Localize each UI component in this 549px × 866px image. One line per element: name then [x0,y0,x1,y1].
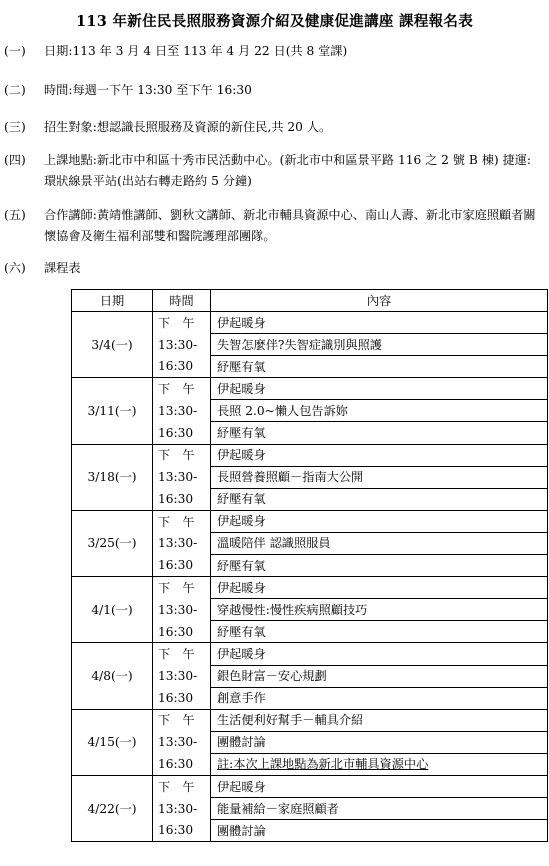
table-row [72,577,548,599]
session-time: 下 午 [153,643,211,665]
table-row [72,378,548,400]
table-row [72,444,548,466]
session-time: 下 午 [153,709,211,731]
session-time: 16:30 [153,687,211,709]
session-content: 能量補給－家庭照顧者 [211,798,548,820]
session-time: 13:30- [153,400,211,422]
session-content: 紓壓有氧 [211,422,548,444]
page-title: 113 年新住民長照服務資源介紹及健康促進講座 課程報名表 [75,13,474,30]
session-content: 溫暖陪伴 認識照服員 [211,532,548,554]
header-time: 時間 [153,290,211,312]
session-time: 16:30 [153,555,211,577]
session-content: 紓壓有氧 [211,356,548,378]
session-time: 下 午 [153,510,211,532]
session-content: 伊起暖身 [211,577,548,599]
table-header-row [72,290,548,312]
table-row [72,775,548,797]
item-number: (二) [4,83,26,97]
session-time: 16:30 [153,621,211,643]
session-content: 伊起暖身 [211,643,548,665]
session-time: 13:30- [153,665,211,687]
session-time: 13:30- [153,599,211,621]
item-number: (五) [4,208,26,222]
session-content: 伊起暖身 [211,312,548,334]
session-time: 16:30 [153,820,211,842]
item-number: (四) [4,153,26,167]
item-number: (六) [4,261,26,275]
session-content: 團體討論 [211,820,548,842]
session-time: 16:30 [153,753,211,775]
header-date: 日期 [72,290,153,312]
session-content: 伊起暖身 [211,510,548,532]
session-date: 3/4(一) [72,312,153,378]
table-row [72,709,548,731]
session-content: 生活便利好幫手－輔具介紹 [211,709,548,731]
session-content: 伊起暖身 [211,378,548,400]
item-text: 合作講師:黃靖惟講師、劉秋文講師、新北市輔具資源中心、南山人壽、新北市家庭照顧者關懷協會及衛生福利部雙和醫院護理部團隊。 [44,208,536,243]
session-content: 銀色財富－安心規劃 [211,665,548,687]
session-date: 4/15(一) [72,709,153,775]
session-content: 紓壓有氧 [211,488,548,510]
session-date: 4/1(一) [72,577,153,643]
session-content: 穿越慢性:慢性疾病照顧技巧 [211,599,548,621]
session-date: 4/8(一) [72,643,153,709]
session-time: 13:30- [153,798,211,820]
table-row [72,510,548,532]
item-number: (一) [4,44,26,58]
session-content: 團體討論 [211,731,548,753]
session-content: 長照 2.0~懶人包告訴妳 [211,400,548,422]
item-text: 招生對象:想認識長照服務及資源的新住民,共 20 人。 [44,120,332,134]
session-content: 註:本次上課地點為新北市輔具資源中心 [211,753,548,775]
session-time: 16:30 [153,356,211,378]
session-content: 創意手作 [211,687,548,709]
item-text: 日期:113 年 3 月 4 日至 113 年 4 月 22 日(共 8 堂課) [44,44,348,58]
item-text: 上課地點:新北市中和區十秀市民活動中心。(新北市中和區景平路 116 之 2 號 B 棟) 捷運:環狀線景平站(出站右轉走路約 5 分鐘) [44,153,531,188]
table-row [72,312,548,334]
table-row [72,643,548,665]
session-content: 紓壓有氧 [211,621,548,643]
session-time: 16:30 [153,422,211,444]
session-date: 3/25(一) [72,510,153,576]
schedule-body [72,312,548,842]
session-date: 3/11(一) [72,378,153,444]
session-content: 伊起暖身 [211,444,548,466]
schedule-table [71,289,548,842]
session-time: 下 午 [153,577,211,599]
session-content: 紓壓有氧 [211,555,548,577]
session-content: 伊起暖身 [211,775,548,797]
session-content: 長照營養照顧－指南大公開 [211,466,548,488]
item-text: 課程表 [44,261,81,275]
session-time: 下 午 [153,775,211,797]
session-date: 3/18(一) [72,444,153,510]
session-time: 下 午 [153,444,211,466]
session-time: 13:30- [153,731,211,753]
session-time: 下 午 [153,312,211,334]
session-time: 13:30- [153,466,211,488]
session-time: 13:30- [153,334,211,356]
header-content: 內容 [211,290,548,312]
item-text: 時間:每週一下午 13:30 至下午 16:30 [44,83,252,97]
session-content: 失智怎麼伴?失智症識別與照護 [211,334,548,356]
item-number: (三) [4,120,26,134]
session-date: 4/22(一) [72,775,153,841]
session-time: 13:30- [153,532,211,554]
session-time: 16:30 [153,488,211,510]
session-time: 下 午 [153,378,211,400]
